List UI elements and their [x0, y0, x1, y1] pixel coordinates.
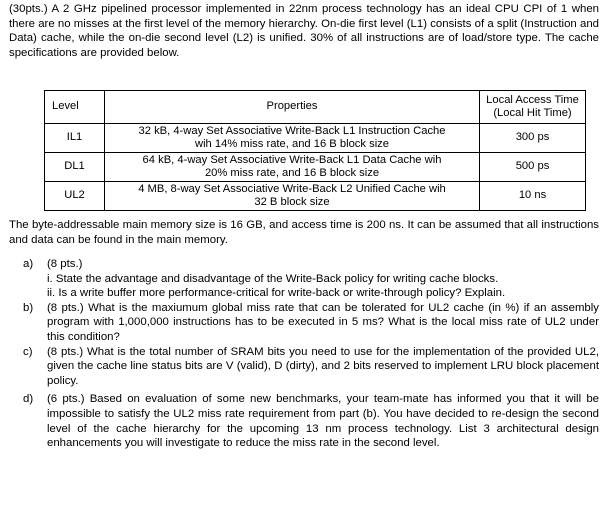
cell-properties-line2: 20% miss rate, and 16 B block size: [204, 167, 380, 179]
part-a-question-i: i. State the advantage and disadvantage of the Write-Back policy for writing cache blocks.: [47, 272, 499, 285]
part-c-label: c): [23, 345, 33, 358]
table-row-ul2: [45, 182, 586, 211]
header-level: Level: [45, 91, 105, 124]
cell-access-time: 300 ps: [480, 124, 586, 153]
part-b-text: (8 pts.) What is the maxiumum global miss rate that can be tolerated for UL2 cache (in %) if an assembly program with 1,000,000 instructions has to be executed in 5 ms? What is the local miss rate of UL2 under this condition?: [47, 301, 599, 343]
cell-level: UL2: [45, 182, 105, 211]
table-header-row: [45, 91, 586, 124]
cell-access-time: 10 ns: [480, 182, 586, 211]
part-b: [9, 301, 599, 345]
part-a-body: [47, 257, 599, 301]
part-c-text: (8 pts.) What is the total number of SRAM bits you need to use for the implementation of the provided UL2, given the cache line status bits are V (valid), D (dirty), and 2 bits reserved to implement LRU block placement policy.: [47, 345, 599, 387]
header-access-time-line2: (Local Hit Time): [493, 107, 572, 119]
header-access-time-line1: Local Access Time: [486, 93, 579, 106]
cell-properties-line2: wih 14% miss rate, and 16 B block size: [194, 138, 389, 150]
header-properties: Properties: [105, 91, 480, 124]
problem-intro: (30pts.) A 2 GHz pipelined processor implemented in 22nm process technology has an ideal CPU CPI of 1 when there are no misses at the first level of the memory hierarchy. On-die first level (L1) consists of a split (Instruction and Data) cache, while the on-die second level (L2) is unified. 30% of all instructions are of load/store type. The cache specifications are provided below.: [9, 3, 599, 59]
cache-spec-table: [44, 90, 586, 211]
cell-properties-line2: 32 B block size: [254, 196, 330, 208]
table-row-dl1: [45, 153, 586, 182]
cell-level: DL1: [45, 153, 105, 182]
part-d-label: d): [23, 393, 34, 406]
cell-access-time: 500 ps: [480, 153, 586, 182]
cell-level: IL1: [45, 124, 105, 153]
part-d: [9, 392, 599, 450]
part-a-question-ii: ii. Is a write buffer more performance-critical for write-back or write-through policy? Explain.: [47, 287, 506, 300]
cell-properties: [105, 182, 480, 211]
header-access-time: [480, 91, 586, 124]
memory-description: The byte-addressable main memory size is 16 GB, and access time is 200 ns. It can be assumed that all instructions and data can be found in the main memory.: [9, 219, 599, 246]
cell-properties-line1: 32 kB, 4-way Set Associative Write-Back L1 Instruction Cache: [138, 124, 446, 137]
part-a: [9, 257, 599, 301]
part-d-text: (6 pts.) Based on evaluation of some new benchmarks, your team-mate has informed you that it will be impossible to satisfy the UL2 miss rate requirement from part (b). You have decided to re-design the second level of the cache hierarchy for the upcoming 13 nm process technology. List 3 architectural design enhancements you will investigate to reduce the miss rate in the second level.: [47, 393, 599, 450]
part-b-label: b): [23, 301, 34, 314]
part-a-points: (8 pts.): [47, 258, 83, 270]
part-a-label: a): [23, 258, 34, 270]
cell-properties: [105, 153, 480, 182]
table-row-il1: [45, 124, 586, 153]
cell-properties: [105, 124, 480, 153]
cell-properties-line1: 4 MB, 8-way Set Associative Write-Back L2 Unified Cache wih: [138, 182, 446, 195]
part-c: [9, 345, 599, 389]
question-parts: [9, 257, 599, 451]
cell-properties-line1: 64 kB, 4-way Set Associative Write-Back L1 Data Cache wih: [142, 153, 442, 166]
